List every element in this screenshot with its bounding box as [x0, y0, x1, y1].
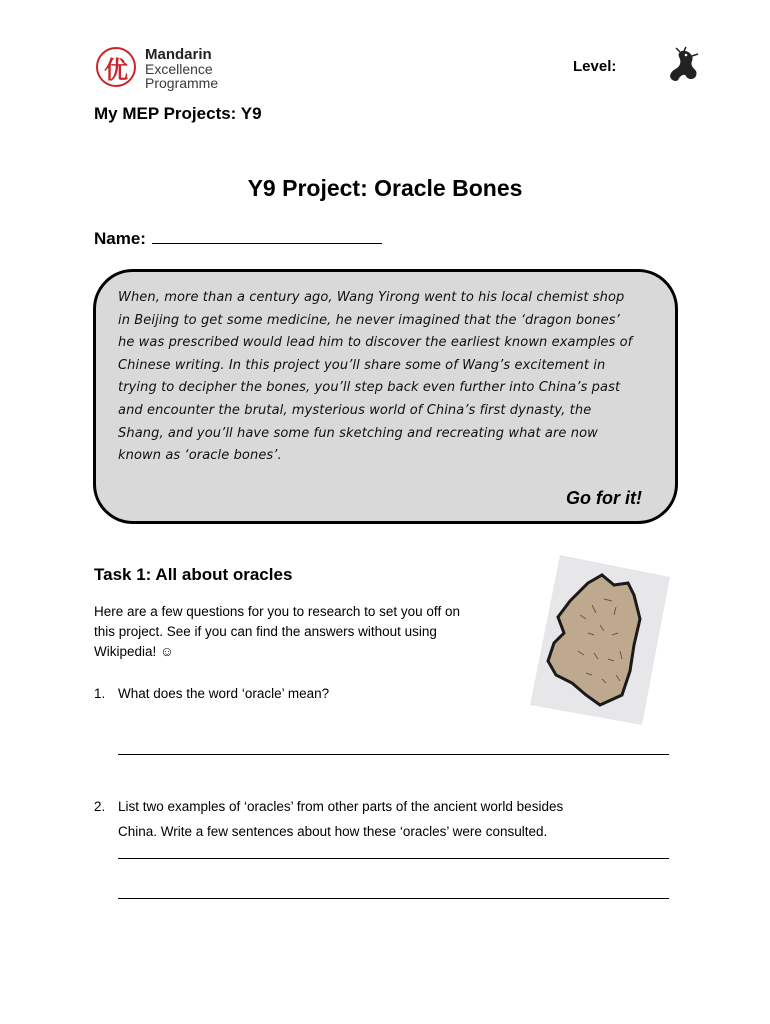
intro-line: and encounter the brutal, mysterious world of China’s first dynasty, the [118, 402, 592, 418]
intro-text [118, 287, 658, 468]
go-for-it-text: Go for it! [566, 488, 642, 508]
answer-line[interactable] [118, 898, 669, 899]
question-2 [94, 794, 564, 839]
question-1 [94, 686, 330, 701]
intro-line: Chinese writing. In this project you’ll share some of Wang’s excitement in [118, 357, 606, 373]
name-field[interactable] [152, 227, 382, 244]
intro-line: in Beijing to get some medicine, he never imagined that the ‘dragon bones’ [118, 312, 620, 328]
logo-line-1: Mandarin [145, 46, 212, 63]
answer-line[interactable] [118, 858, 669, 859]
projects-title: My MEP Projects: Y9 [94, 104, 262, 123]
task1-intro-line: this project. See if you can find the answers without using [94, 624, 437, 639]
question-text: China. Write a few sentences about how these ‘oracles’ were consulted. [118, 824, 548, 839]
answer-line[interactable] [118, 754, 669, 755]
question-text: What does the word ‘oracle’ mean? [118, 686, 330, 701]
logo-line-3: Programme [145, 75, 219, 91]
name-row [94, 227, 382, 249]
task1-heading: Task 1: All about oracles [94, 565, 293, 584]
task1-intro [94, 602, 524, 662]
dragon-icon [662, 46, 702, 86]
question-number: 2. [94, 799, 106, 814]
intro-line: Shang, and you’ll have some fun sketching and recreating what are now [118, 425, 598, 441]
question-number: 1. [94, 686, 106, 701]
page-title: Y9 Project: Oracle Bones [247, 175, 523, 201]
oracle-bone-photo [530, 555, 670, 725]
level-label: Level: [573, 58, 617, 75]
intro-line: trying to decipher the bones, you’ll step back even further into China’s past [118, 380, 621, 396]
intro-line: he was prescribed would lead him to discover the earliest known examples of [118, 335, 633, 351]
logo-text [145, 48, 218, 90]
task1-intro-line: Wikipedia! ☺ [94, 644, 174, 659]
task1-intro-line: Here are a few questions for you to research to set you off on [94, 604, 460, 619]
logo-line-2: Excellence [145, 61, 213, 77]
intro-line: When, more than a century ago, Wang Yirong went to his local chemist shop [118, 290, 625, 305]
name-label: Name: [94, 229, 146, 248]
question-text: List two examples of ‘oracles’ from other parts of the ancient world besides [118, 799, 564, 814]
mep-logo-icon: 优 [96, 47, 136, 87]
intro-line: known as ‘oracle bones’. [118, 448, 282, 464]
